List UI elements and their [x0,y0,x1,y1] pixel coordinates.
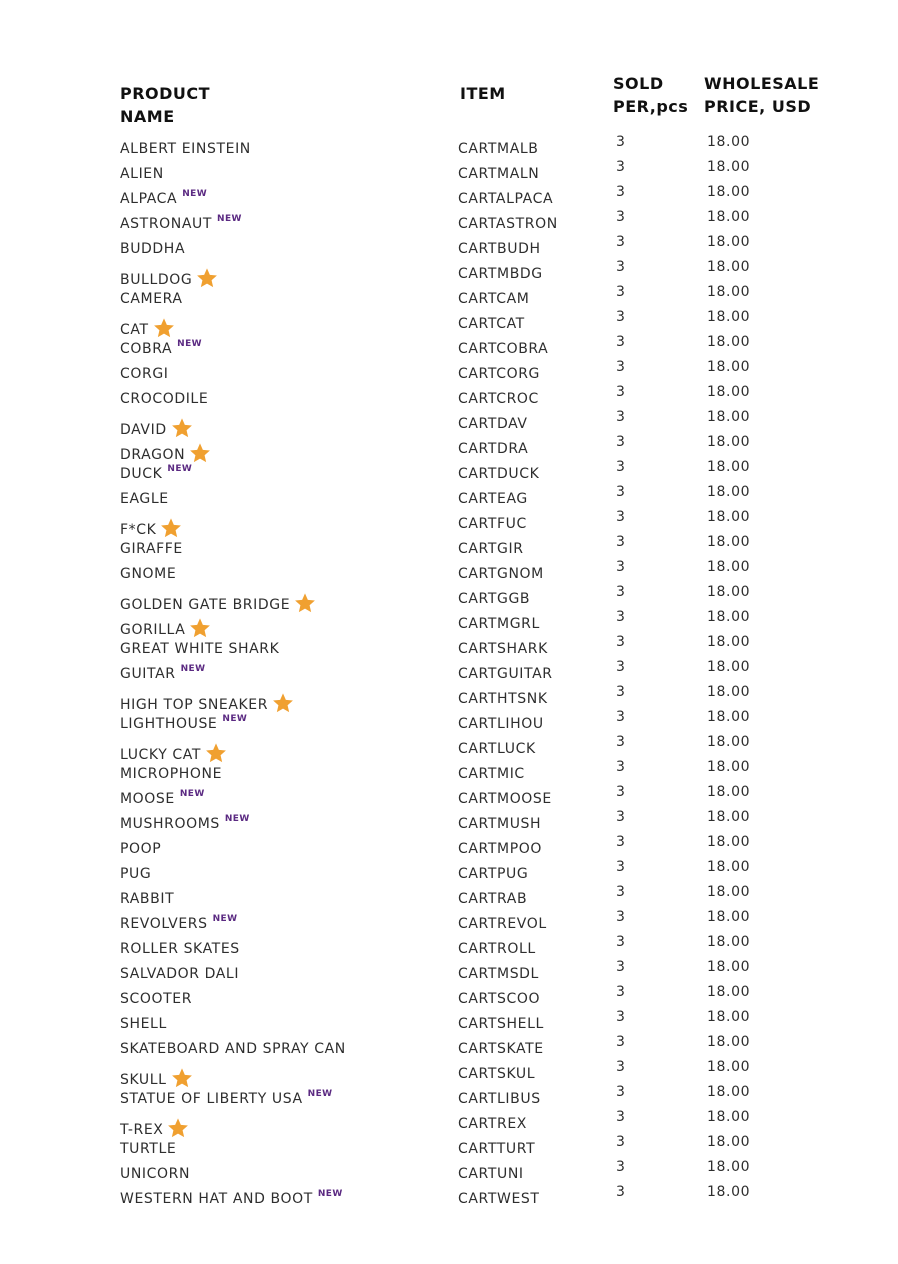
wholesale-price-value: 18.00 [707,209,751,225]
product-name-cell [120,1041,346,1057]
item-code: CARTDRA [458,441,529,457]
sold-per-value: 3 [616,934,626,950]
sold-per-value: 3 [616,809,626,825]
sold-per-value: 3 [616,909,626,925]
item-code: CARTMOOSE [458,791,552,807]
product-name-cell [120,616,211,638]
sold-per-value: 3 [616,1059,626,1075]
wholesale-price-value: 18.00 [707,1159,751,1175]
sold-per-value: 3 [616,209,626,225]
product-name-cell [120,416,193,438]
item-code: CARTTURT [458,1141,536,1157]
product-name-cell [120,141,251,157]
product-name-cell [120,641,279,657]
wholesale-price-value: 18.00 [707,559,751,575]
product-name: T-REX [120,1122,164,1138]
product-name: REVOLVERS [120,916,208,932]
sold-per-value: 3 [616,784,626,800]
new-badge: NEW [182,189,208,199]
table-row [0,609,898,638]
sold-per-value: 3 [616,1084,626,1100]
product-name-cell [120,891,174,907]
item-code: CARTMGRL [458,616,540,632]
table-row [0,359,898,387]
item-code: CARTBUDH [458,241,541,257]
sold-per-value: 3 [616,184,626,200]
item-code: CARTMUSH [458,816,542,832]
sold-per-value: 3 [616,1159,626,1175]
item-code: CARTCORG [458,366,540,382]
product-name: CORGI [120,366,169,382]
product-name: CROCODILE [120,391,209,407]
item-code: CARTCOBRA [458,341,549,357]
wholesale-price-value: 18.00 [707,509,751,525]
item-code: CARTMALB [458,141,539,157]
wholesale-price-value: 18.00 [707,1134,751,1150]
product-name-cell [120,841,161,857]
product-name-cell [120,266,218,288]
wholesale-price-value: 18.00 [707,134,751,150]
product-name-cell [120,691,294,713]
product-name-cell [120,591,316,613]
table-row [0,134,898,162]
product-name: DUCK [120,466,163,482]
sold-per-value: 3 [616,484,626,500]
wholesale-price-value: 18.00 [707,909,751,925]
item-code: CARTALPACA [458,191,554,207]
star-icon [171,1067,193,1089]
wholesale-price-value: 18.00 [707,709,751,725]
sold-per-value: 3 [616,1109,626,1125]
product-name-cell [120,1016,167,1032]
new-badge: NEW [180,664,206,674]
sold-per-value: 3 [616,959,626,975]
product-name: WESTERN HAT AND BOOT [120,1191,313,1207]
table-row [0,409,898,438]
wholesale-price-value: 18.00 [707,684,751,700]
product-name-cell [120,1116,189,1138]
sold-per-value: 3 [616,634,626,650]
product-name: ALIEN [120,166,164,182]
product-name-cell [120,166,164,182]
star-icon [196,267,218,289]
table-row [0,259,898,288]
wholesale-price-value: 18.00 [707,384,751,400]
sold-per-value: 3 [616,259,626,275]
wholesale-price-value: 18.00 [707,609,751,625]
table-row [0,734,898,763]
wholesale-price-value: 18.00 [707,334,751,350]
new-badge: NEW [179,789,205,799]
product-name: GORILLA [120,622,186,638]
table-row [0,234,898,262]
wholesale-price-value: 18.00 [707,1034,751,1050]
wholesale-price-value: 18.00 [707,409,751,425]
table-row [0,584,898,613]
product-name: SHELL [120,1016,167,1032]
product-name: GREAT WHITE SHARK [120,641,280,657]
wholesale-price-value: 18.00 [707,959,751,975]
product-name: GOLDEN GATE BRIDGE [120,597,291,613]
item-code: CARTUNI [458,1166,524,1182]
table-row [0,384,898,412]
table-row [0,884,898,912]
product-name-cell [120,1066,193,1088]
sold-per-value: 3 [616,584,626,600]
table-row [0,309,898,338]
star-icon [171,417,193,439]
sold-per-value: 3 [616,309,626,325]
product-name-cell [120,791,205,807]
wholesale-price-value: 18.00 [707,659,751,675]
table-row [0,1184,898,1212]
wholesale-price-value: 18.00 [707,934,751,950]
product-name: SCOOTER [120,991,193,1007]
product-name-cell [120,341,202,357]
product-name-cell [120,1091,332,1107]
sold-per-value: 3 [616,1009,626,1025]
item-code: CARTCROC [458,391,539,407]
product-name-cell [120,1141,176,1157]
product-name-cell [120,216,242,232]
table-row [0,509,898,538]
product-name: EAGLE [120,491,169,507]
table-row [0,209,898,237]
table-row [0,784,898,812]
product-name-cell [120,491,169,507]
item-code: CARTPUG [458,866,529,882]
wholesale-price-value: 18.00 [707,784,751,800]
table-row [0,709,898,737]
table-row [0,334,898,362]
wholesale-price-value: 18.00 [707,459,751,475]
sold-per-value: 3 [616,409,626,425]
wholesale-price-value: 18.00 [707,234,751,250]
new-badge: NEW [224,814,250,824]
table-row [0,934,898,962]
header-item: ITEM [460,84,506,103]
wholesale-price-value: 18.00 [707,534,751,550]
wholesale-price-value: 18.00 [707,634,751,650]
product-name: CAT [120,322,149,338]
item-code: CARTHTSNK [458,691,548,707]
product-name-cell [120,516,182,538]
item-code: CARTLIHOU [458,716,544,732]
product-name: ROLLER SKATES [120,941,240,957]
sold-per-value: 3 [616,284,626,300]
table-row [0,659,898,687]
product-name-cell [120,391,208,407]
product-name-cell [120,866,151,882]
sold-per-value: 3 [616,884,626,900]
product-name: ALBERT EINSTEIN [120,141,251,157]
product-name: RABBIT [120,891,175,907]
product-name: TURTLE [120,1141,177,1157]
product-name-cell [120,916,237,932]
wholesale-price-value: 18.00 [707,434,751,450]
item-code: CARTLUCK [458,741,536,757]
product-name: PUG [120,866,152,882]
wholesale-price-value: 18.00 [707,859,751,875]
product-name: ALPACA [120,191,178,207]
sold-per-value: 3 [616,334,626,350]
item-code: CARTMBDG [458,266,543,282]
wholesale-price-value: 18.00 [707,309,751,325]
table-row [0,1159,898,1187]
item-code: CARTREVOL [458,916,547,932]
star-icon [272,692,294,714]
product-name: ASTRONAUT [120,216,213,232]
sold-per-value: 3 [616,859,626,875]
star-icon [167,1117,189,1139]
sold-per-value: 3 [616,734,626,750]
sold-per-value: 3 [616,434,626,450]
table-row [0,434,898,463]
item-code: CARTGUITAR [458,666,553,682]
product-name: COBRA [120,341,173,357]
product-name: STATUE OF LIBERTY USA [120,1091,303,1107]
product-name: POOP [120,841,162,857]
product-name-cell [120,991,192,1007]
product-name: SALVADOR DALI [120,966,240,982]
wholesale-price-value: 18.00 [707,259,751,275]
table-row [0,1109,898,1138]
item-code: CARTGGB [458,591,531,607]
table-row [0,634,898,662]
table-row [0,484,898,512]
table-row [0,559,898,587]
product-name: GIRAFFE [120,541,183,557]
wholesale-price-value: 18.00 [707,159,751,175]
wholesale-price-value: 18.00 [707,284,751,300]
product-name: F*CK [120,522,157,538]
sold-per-value: 3 [616,384,626,400]
item-code: CARTSHELL [458,1016,544,1032]
wholesale-price-value: 18.00 [707,884,751,900]
table-row [0,1134,898,1162]
item-code: CARTLIBUS [458,1091,541,1107]
sold-per-value: 3 [616,1134,626,1150]
sold-per-value: 3 [616,1184,626,1200]
table-row [0,1009,898,1037]
table-row [0,284,898,312]
item-code: CARTFUC [458,516,527,532]
table-row [0,809,898,837]
star-icon [189,617,211,639]
table-row [0,909,898,937]
item-code: CARTDAV [458,416,528,432]
table-row [0,159,898,187]
table-row [0,1034,898,1062]
product-name: UNICORN [120,1166,191,1182]
item-code: CARTSKATE [458,1041,544,1057]
product-table-body [0,134,898,1212]
table-row [0,1059,898,1088]
table-row [0,834,898,862]
product-name: SKULL [120,1072,167,1088]
product-name-cell [120,291,183,307]
item-code: CARTSHARK [458,641,548,657]
sold-per-value: 3 [616,534,626,550]
wholesale-price-value: 18.00 [707,1109,751,1125]
wholesale-price-value: 18.00 [707,1059,751,1075]
sold-per-value: 3 [616,984,626,1000]
item-code: CARTSKUL [458,1066,536,1082]
sold-per-value: 3 [616,759,626,775]
product-name-cell [120,741,227,763]
product-name-cell [120,816,250,832]
item-code: CARTCAM [458,291,530,307]
product-name: DAVID [120,422,167,438]
table-header [0,72,898,132]
product-name: GNOME [120,566,177,582]
item-code: CARTREX [458,1116,527,1132]
sold-per-value: 3 [616,359,626,375]
product-name-cell [120,766,222,782]
item-code: CARTSCOO [458,991,541,1007]
table-row [0,684,898,713]
item-code: CARTGIR [458,541,524,557]
star-icon [205,742,227,764]
wholesale-price-value: 18.00 [707,759,751,775]
table-row [0,534,898,562]
wholesale-price-value: 18.00 [707,809,751,825]
table-row [0,184,898,212]
sold-per-value: 3 [616,1034,626,1050]
item-code: CARTMPOO [458,841,542,857]
item-code: CARTMSDL [458,966,539,982]
product-name: GUITAR [120,666,176,682]
product-name-cell [120,941,240,957]
sold-per-value: 3 [616,684,626,700]
new-badge: NEW [217,214,242,224]
wholesale-price-value: 18.00 [707,1009,751,1025]
wholesale-price-value: 18.00 [707,984,751,1000]
table-row [0,1084,898,1112]
header-sold-per: SOLD PER,pcs [613,74,689,116]
wholesale-price-value: 18.00 [707,484,751,500]
sold-per-value: 3 [616,609,626,625]
product-name-cell [120,1191,343,1207]
item-code: CARTDUCK [458,466,540,482]
sold-per-value: 3 [616,509,626,525]
table-row [0,959,898,987]
table-row [0,984,898,1012]
product-name: LIGHTHOUSE [120,716,218,732]
item-code: CARTWEST [458,1191,540,1207]
sold-per-value: 3 [616,559,626,575]
new-badge: NEW [177,339,202,349]
product-name: MOOSE [120,791,175,807]
product-name-cell [120,966,239,982]
table-row [0,459,898,487]
product-name: DRAGON [120,447,186,463]
product-name-cell [120,241,185,257]
wholesale-price-value: 18.00 [707,359,751,375]
product-name-cell [120,191,207,207]
new-badge: NEW [307,1089,333,1099]
item-code: CARTMIC [458,766,525,782]
new-badge: NEW [167,464,193,474]
product-name: LUCKY CAT [120,747,202,763]
product-name-cell [120,366,169,382]
wholesale-price-value: 18.00 [707,834,751,850]
sold-per-value: 3 [616,459,626,475]
star-icon [294,592,316,614]
product-name: HIGH TOP SNEAKER [120,697,269,713]
product-name-cell [120,1166,190,1182]
wholesale-price-value: 18.00 [707,584,751,600]
new-badge: NEW [222,714,248,724]
sold-per-value: 3 [616,659,626,675]
new-badge: NEW [317,1189,343,1199]
item-code: CARTMALN [458,166,540,182]
table-row [0,759,898,787]
item-code: CARTROLL [458,941,536,957]
sold-per-value: 3 [616,834,626,850]
product-name-cell [120,716,247,732]
item-code: CARTRAB [458,891,528,907]
header-wholesale-price: WHOLESALE PRICE, USD [704,74,820,116]
star-icon [189,442,211,464]
product-name: CAMERA [120,291,183,307]
star-icon [160,517,182,539]
product-name-cell [120,466,192,482]
wholesale-price-value: 18.00 [707,1184,751,1200]
sold-per-value: 3 [616,159,626,175]
wholesale-price-value: 18.00 [707,184,751,200]
product-name: MICROPHONE [120,766,223,782]
product-name-cell [120,541,183,557]
sold-per-value: 3 [616,709,626,725]
new-badge: NEW [212,914,238,924]
star-icon [153,317,175,339]
product-name-cell [120,441,211,463]
table-row [0,859,898,887]
product-name-cell [120,666,205,682]
wholesale-price-value: 18.00 [707,734,751,750]
sold-per-value: 3 [616,134,626,150]
product-name: MUSHROOMS [120,816,220,832]
wholesale-price-value: 18.00 [707,1084,751,1100]
item-code: CARTCAT [458,316,525,332]
sold-per-value: 3 [616,234,626,250]
item-code: CARTGNOM [458,566,544,582]
item-code: CARTEAG [458,491,528,507]
product-name: BUDDHA [120,241,186,257]
product-name-cell [120,316,175,338]
header-product-name: PRODUCT NAME [120,84,211,126]
product-name: SKATEBOARD AND SPRAY CAN [120,1041,346,1057]
product-name-cell [120,566,176,582]
product-name: BULLDOG [120,272,193,288]
item-code: CARTASTRON [458,216,558,232]
